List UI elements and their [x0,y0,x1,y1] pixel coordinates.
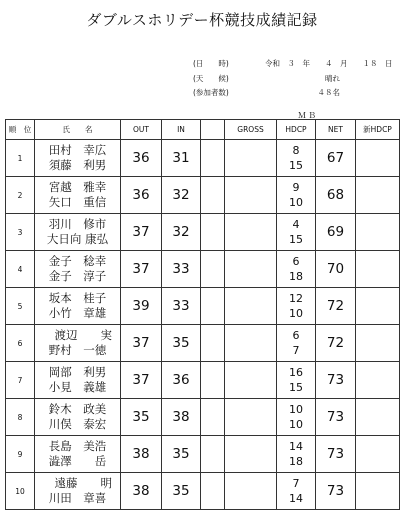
hdcp-value: 4 [292,218,300,231]
net-score-cell: 73 [316,362,356,399]
meta-date [193,58,393,69]
names-cell [35,473,121,510]
player-name: 澁澤 岳 [48,454,107,468]
in-score-cell: 32 [162,177,201,214]
hdcp-cell [277,177,316,214]
in-score-cell: 36 [162,362,201,399]
blank-cell [201,362,225,399]
player-name: 小見 義雄 [48,380,107,394]
meta-date-label: (日 時) [193,59,229,68]
player-name: 金子 淳子 [48,269,107,283]
in-score-cell: 31 [162,140,201,177]
hdcp-value: 15 [289,233,303,246]
meta-participants-label: (参加者数) [193,88,229,97]
hdcp-value: 15 [289,159,303,172]
blank-cell [201,251,225,288]
out-score-cell: 37 [121,251,162,288]
meta-participants-value: ４８名 [265,88,340,97]
new-hdcp-cell [356,251,400,288]
hdcp-cell [277,473,316,510]
mb-label: ＭＢ [298,111,318,120]
names-cell [35,362,121,399]
gross-cell [225,251,277,288]
hdcp-value: 14 [289,440,303,453]
blank-cell [201,325,225,362]
hdcp-value: 7 [292,344,300,357]
table-row [6,436,400,473]
meta-weather-value: 晴れ [265,74,340,83]
hdcp-cell [277,140,316,177]
player-name: 岡部 利男 [48,365,107,379]
rank-cell: 5 [6,288,35,325]
player-name: 宮越 雅幸 [48,180,107,194]
new-hdcp-cell [356,140,400,177]
names-cell [35,177,121,214]
table-row [6,288,400,325]
meta-weather [193,73,340,84]
out-score-cell: 35 [121,399,162,436]
gross-cell [225,436,277,473]
rank-cell: 4 [6,251,35,288]
hdcp-value: 14 [289,492,303,505]
hdcp-cell [277,436,316,473]
names-cell [35,214,121,251]
col-gross-header: GROSS [225,120,277,140]
player-name: 遠藤 明 [43,476,112,490]
rank-cell: 7 [6,362,35,399]
hdcp-value: 18 [289,270,303,283]
net-score-cell: 72 [316,288,356,325]
hdcp-cell [277,325,316,362]
meta-weather-label: (天 候) [193,74,229,83]
table-row [6,325,400,362]
rank-cell: 1 [6,140,35,177]
meta-participants [193,87,340,98]
table-row [6,399,400,436]
blank-cell [201,177,225,214]
rank-cell: 6 [6,325,35,362]
out-score-cell: 39 [121,288,162,325]
player-name: 坂本 桂子 [48,291,107,305]
col-blank-header [201,120,225,140]
hdcp-value: 15 [289,381,303,394]
new-hdcp-cell [356,473,400,510]
in-score-cell: 32 [162,214,201,251]
new-hdcp-cell [356,214,400,251]
blank-cell [201,288,225,325]
header-row [6,120,400,140]
net-score-cell: 70 [316,251,356,288]
hdcp-cell [277,399,316,436]
net-score-cell: 69 [316,214,356,251]
in-score-cell: 35 [162,473,201,510]
table-row [6,140,400,177]
gross-cell [225,362,277,399]
hdcp-cell [277,288,316,325]
net-score-cell: 72 [316,325,356,362]
blank-cell [201,140,225,177]
net-score-cell: 73 [316,473,356,510]
gross-cell [225,177,277,214]
player-name: 須藤 利男 [48,158,107,172]
gross-cell [225,288,277,325]
document-title: ダブルスホリデー杯競技成績記録 [86,11,318,29]
rank-cell: 2 [6,177,35,214]
new-hdcp-cell [356,288,400,325]
col-hdcp-header: HDCP [277,120,316,140]
player-name: 鈴木 政美 [48,402,107,416]
hdcp-value: 6 [292,329,300,342]
hdcp-value: 10 [289,403,303,416]
table-row [6,473,400,510]
out-score-cell: 37 [121,214,162,251]
hdcp-value: 6 [292,255,300,268]
player-name: 金子 稔幸 [48,254,107,268]
hdcp-cell [277,362,316,399]
player-name: 田村 幸広 [48,143,107,157]
player-name: 羽川 修市 [48,217,107,231]
out-score-cell: 36 [121,140,162,177]
names-cell [35,288,121,325]
col-name-header: 氏 名 [35,120,121,140]
hdcp-value: 10 [289,196,303,209]
blank-cell [201,436,225,473]
out-score-cell: 38 [121,436,162,473]
meta-date-value: 令和 ３ 年 ４ 月 １８ 日 [265,59,393,68]
out-score-cell: 38 [121,473,162,510]
hdcp-cell [277,214,316,251]
hdcp-value: 18 [289,455,303,468]
hdcp-value: 8 [292,144,300,157]
net-score-cell: 73 [316,399,356,436]
table-row [6,177,400,214]
net-score-cell: 68 [316,177,356,214]
player-name: 大日向 康弘 [46,232,109,246]
results-table [5,119,400,510]
in-score-cell: 38 [162,399,201,436]
new-hdcp-cell [356,325,400,362]
hdcp-cell [277,251,316,288]
names-cell [35,436,121,473]
in-score-cell: 33 [162,288,201,325]
names-cell [35,251,121,288]
blank-cell [201,214,225,251]
player-name: 川俣 泰宏 [48,417,107,431]
net-score-cell: 67 [316,140,356,177]
table-row [6,362,400,399]
rank-cell: 9 [6,436,35,473]
out-score-cell: 37 [121,362,162,399]
net-score-cell: 73 [316,436,356,473]
rank-cell: 10 [6,473,35,510]
gross-cell [225,399,277,436]
names-cell [35,399,121,436]
hdcp-value: 10 [289,418,303,431]
gross-cell [225,140,277,177]
new-hdcp-cell [356,362,400,399]
col-new-hdcp-header: 新HDCP [356,120,400,140]
in-score-cell: 35 [162,436,201,473]
player-name: 野村 一徳 [48,343,107,357]
gross-cell [225,214,277,251]
new-hdcp-cell [356,399,400,436]
names-cell [35,140,121,177]
col-in-header: IN [162,120,201,140]
rank-cell: 8 [6,399,35,436]
player-name: 川田 章喜 [48,491,107,505]
col-net-header: NET [316,120,356,140]
names-cell [35,325,121,362]
hdcp-value: 16 [289,366,303,379]
gross-cell [225,325,277,362]
player-name: 渡辺 実 [43,328,112,342]
player-name: 矢口 重信 [48,195,107,209]
gross-cell [225,473,277,510]
hdcp-value: 9 [292,181,300,194]
table-row [6,251,400,288]
new-hdcp-cell [356,436,400,473]
out-score-cell: 37 [121,325,162,362]
col-rank-header: 順 位 [6,120,35,140]
player-name: 長島 美浩 [48,439,107,453]
rank-cell: 3 [6,214,35,251]
in-score-cell: 35 [162,325,201,362]
in-score-cell: 33 [162,251,201,288]
hdcp-value: 7 [292,477,300,490]
hdcp-value: 12 [289,292,303,305]
new-hdcp-cell [356,177,400,214]
table-row [6,214,400,251]
col-out-header: OUT [121,120,162,140]
blank-cell [201,473,225,510]
hdcp-value: 10 [289,307,303,320]
blank-cell [201,399,225,436]
player-name: 小竹 章雄 [48,306,107,320]
out-score-cell: 36 [121,177,162,214]
